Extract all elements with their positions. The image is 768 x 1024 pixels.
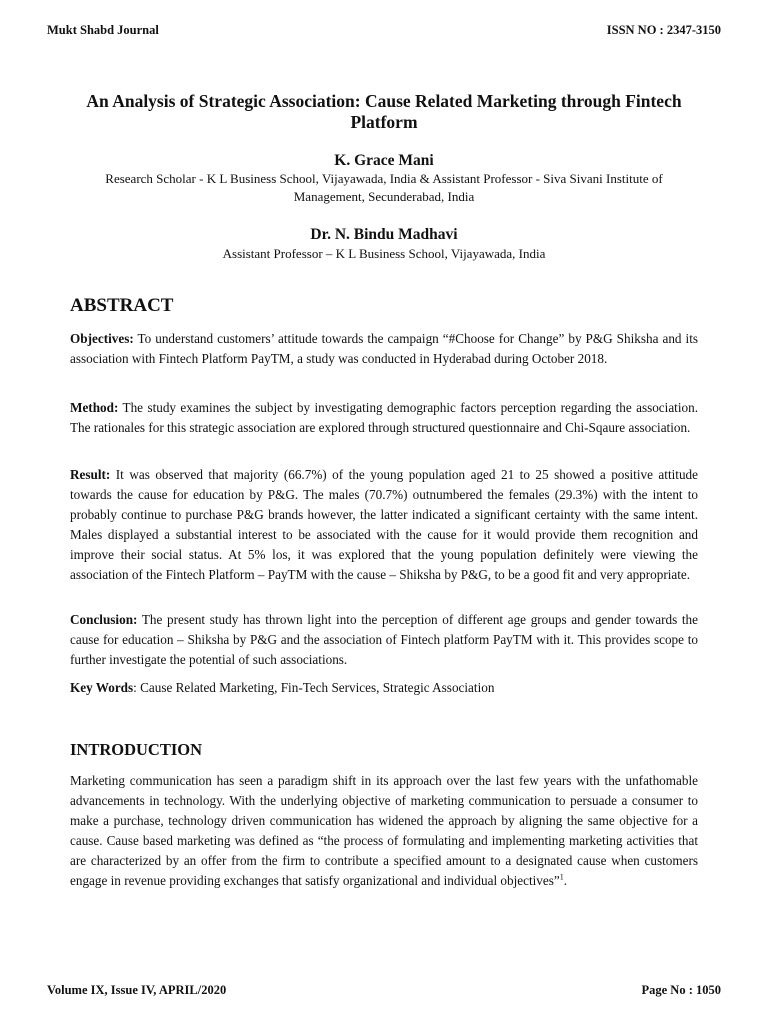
abstract-method (70, 398, 698, 438)
author-name-2: Dr. N. Bindu Madhavi (310, 226, 458, 243)
introduction-paragraph (70, 771, 698, 891)
result-label: Result: (70, 467, 111, 482)
author-affiliation-1: Research Scholar - K L Business School, Vijayawada, India & Assistant Professor - Siva Sivani Institute of Management, Secunderabad, India (105, 171, 663, 204)
issn-number: ISSN NO : 2347-3150 (606, 23, 721, 37)
conclusion-text: The present study has thrown light into the perception of different age groups and gender towards the cause for education – Shiksha by P&G and the association of Fintech platform PayTM with it. This provides scope to further investigate the potential of such associations. (70, 612, 698, 667)
introduction-end: . (563, 873, 568, 888)
abstract-objectives (70, 329, 698, 369)
page-number: Page No : 1050 (641, 983, 721, 997)
objectives-text: To understand customers’ attitude towards the campaign “#Choose for Change” by P&G Shiksha and its association with Fintech Platform PayTM, a study was conducted in Hyderabad during October 2018. (70, 331, 698, 366)
conclusion-label: Conclusion: (70, 612, 138, 627)
keywords-label: Key Words (70, 680, 134, 695)
author-name-1: K. Grace Mani (334, 152, 434, 169)
introduction-heading: INTRODUCTION (70, 740, 203, 759)
abstract-conclusion (70, 610, 698, 670)
introduction-text: Marketing communication has seen a paradigm shift in its approach over the last few years with the unfathomable advancements in technology. With the underlying objective of marketing communication to persuade a consumer to make a purchase, technology driven communication has widened the approach by aligning the same objective for a cause. Cause based marketing was defined as “the process of formulating and implementing marketing activities that are characterized by an offer from the firm to contribute a specified amount to a designated cause when customers engage in revenue providing exchanges that satisfy organizational and individual objectives” (70, 773, 698, 888)
abstract-keywords (70, 678, 698, 698)
keywords-text: : Cause Related Marketing, Fin-Tech Services, Strategic Association (133, 680, 495, 695)
author-affiliation-2: Assistant Professor – K L Business School, Vijayawada, India (222, 246, 546, 261)
paper-title: An Analysis of Strategic Association: Cause Related Marketing through Fintech Platform (86, 91, 682, 132)
objectives-label: Objectives: (70, 331, 134, 346)
method-label: Method: (70, 400, 119, 415)
result-text: It was observed that majority (66.7%) of the young population aged 21 to 25 showed a positive attitude towards the cause for education by P&G. The males (70.7%) outnumbered the females (29.3%) with the intent to probably continue to purchase P&G brands however, the latter indicated a significant certainty with the same intent. Males displayed a substantial interest to be associated with the cause for it would provide them recognition and improve their social status. At 5% los, it was explored that the young population definitely were viewing the association of the Fintech Platform – PayTM with the cause – Shiksha by P&G, to be a good fit and very appropriate. (70, 467, 698, 582)
abstract-heading: ABSTRACT (70, 295, 174, 316)
journal-name: Mukt Shabd Journal (47, 23, 159, 37)
footnote-reference[interactable]: 1 (559, 872, 564, 882)
abstract-result (70, 465, 698, 585)
method-text: The study examines the subject by investigating demographic factors perception regarding the association. The rationales for this strategic association are explored through structured questionnaire and Chi-Sqaure association. (70, 400, 698, 435)
volume-issue: Volume IX, Issue IV, APRIL/2020 (47, 983, 227, 997)
